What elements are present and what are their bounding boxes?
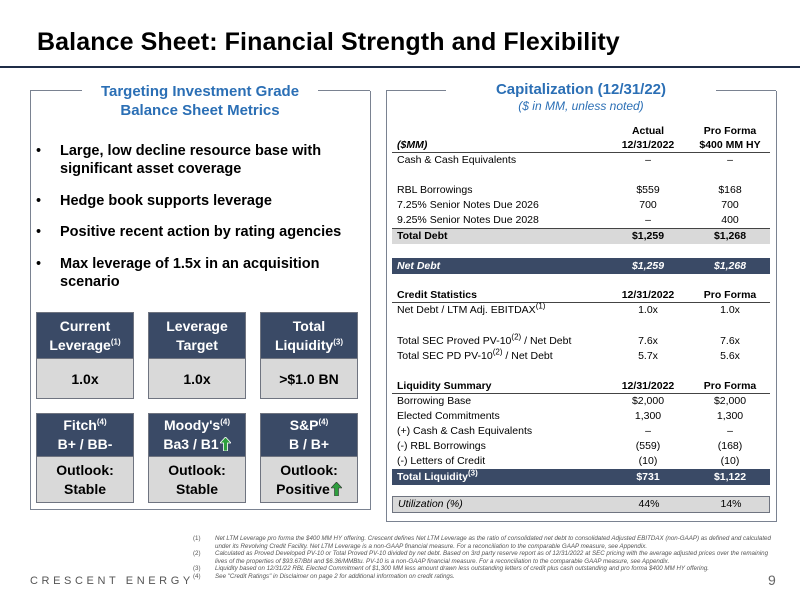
credit-statistics-table bbox=[392, 288, 770, 364]
spacer-row bbox=[392, 168, 770, 183]
bullet-item: • Positive recent action by rating agencies bbox=[36, 224, 342, 240]
metric-total-liquidity bbox=[260, 312, 358, 399]
table-row: 9.25% Senior Notes Due 2028 – 400 bbox=[397, 214, 739, 226]
rating-sp bbox=[260, 413, 358, 503]
metric-value: 1.0x bbox=[37, 358, 133, 398]
metric-header: Total Liquidity$^{(3)}$ bbox=[261, 313, 357, 358]
right-section-heading bbox=[386, 80, 776, 114]
table-row: (+) Cash & Cash Equivalents – – bbox=[397, 425, 733, 437]
liquidity-summary-table bbox=[392, 379, 770, 513]
rating-fitch bbox=[36, 413, 134, 503]
table-row: 7.25% Senior Notes Due 2026 700 700 bbox=[397, 199, 739, 211]
left-section-heading bbox=[30, 80, 370, 128]
capitalization-heading: Capitalization (12/31/22) bbox=[495, 81, 667, 98]
page-title: Balance Sheet: Financial Strength and Flexibility bbox=[37, 28, 620, 56]
spacer-row bbox=[392, 318, 770, 334]
right-box-border-left bbox=[386, 91, 387, 522]
bullet-list bbox=[36, 142, 361, 304]
positive-outlook-arrow-icon bbox=[331, 482, 342, 496]
left-box-border-right bbox=[370, 91, 371, 509]
rating-outlook: Outlook: Positive bbox=[261, 456, 357, 502]
table-row: Cash & Cash Equivalents – – bbox=[397, 154, 733, 166]
footnote: (3) Liquidity based on 12/31/22 RBL Elected Commitment of $1,300 MM less amount drawn less outstanding letters of credit plus cash outstanding and pro forma $400 MM HY offering. bbox=[193, 565, 710, 573]
left-heading-line2: Balance Sheet Metrics bbox=[120, 102, 280, 119]
rating-outlook: Outlook: Stable bbox=[149, 456, 245, 502]
metric-header: Leverage Target bbox=[149, 313, 245, 358]
page-number: 9 bbox=[768, 572, 776, 588]
metric-value: >$1.0 BN bbox=[261, 358, 357, 398]
capitalization-table bbox=[392, 124, 770, 274]
heading-rule-left bbox=[386, 90, 446, 91]
column-header-top: Actual Pro Forma bbox=[631, 125, 757, 137]
footnote: (2) Calculated as Proved Developed PV-10 or Total Proved PV-10 divided by net debt. Based on 3rd party reserve report as of 12/31/2022 at SEC pricing with the average adjusted prices over the remaining lives of the properties of $93.67/Bbl and $6.36/MMBtu. PV-10 is a non-GAAP financial measure. For a reconciliation to the comparable GAAP measure, see Appendix. bbox=[193, 550, 769, 565]
rating-header: Fitch$^{(4)}$ B+ / BB- bbox=[37, 414, 133, 456]
bullet-item: • Max leverage of 1.5x in an acquisition scenario bbox=[36, 255, 320, 290]
left-box-border-bottom bbox=[30, 509, 371, 510]
liquidity-summary-header: Liquidity Summary 12/31/2022 Pro Forma bbox=[392, 379, 770, 394]
table-row: Borrowing Base $2,000 $2,000 bbox=[397, 395, 747, 407]
bullet-item: • Hedge book supports leverage bbox=[36, 192, 272, 209]
metric-current-leverage bbox=[36, 312, 134, 399]
brand-logo-text: CRESCENT ENERGY bbox=[30, 575, 194, 587]
right-box-border-right bbox=[776, 91, 777, 522]
left-box-border-left bbox=[30, 91, 31, 509]
column-header: ($MM) 12/31/2022 $400 MM HY bbox=[392, 138, 770, 153]
total-debt-row: Total Debt $1,259 $1,268 bbox=[392, 228, 770, 244]
capitalization-subheading: ($ in MM, unless noted) bbox=[518, 99, 644, 113]
footnote: (4) See "Credit Ratings" in Disclaimer on page 2 for additional information on credit ratings. bbox=[193, 572, 455, 580]
right-box-border-bottom bbox=[386, 521, 777, 522]
upgrade-arrow-icon bbox=[220, 437, 231, 451]
heading-rule-right bbox=[716, 90, 776, 91]
metric-value: 1.0x bbox=[149, 358, 245, 398]
table-row: RBL Borrowings $559 $168 bbox=[397, 184, 742, 196]
table-row: (-) RBL Borrowings (559) (168) bbox=[397, 440, 743, 452]
bullet-item: • Large, low decline resource base with significant asset coverage bbox=[36, 143, 322, 177]
table-row: Total SEC PD PV-10$^{(2)}$ / Net Debt 5.7x 5.6x bbox=[397, 347, 740, 362]
table-row: Total SEC Proved PV-10$^{(2)}$ / Net Debt 7.6x 7.6x bbox=[397, 332, 740, 347]
spacer-row bbox=[392, 485, 770, 496]
rating-header: $S\&P^{(4)}$ B / B+ bbox=[261, 414, 357, 456]
footnote: (1) Net LTM Leverage pro forma the $400 MM HY offering. Crescent defines Net LTM Leverage as the ratio of consolidated net debt to consolidated Adjusted EBITDAX (non-GAAP) as defined and calculated under its Revolving Credit Facility. Net LTM Leverage is a non-GAAP financial measure. For a reconciliation to the comparable GAAP measure, see Appendix. bbox=[193, 535, 771, 550]
rating-outlook: Outlook: Stable bbox=[37, 456, 133, 502]
footnotes bbox=[193, 535, 773, 581]
net-debt-row: Net Debt $1,259 $1,268 bbox=[392, 258, 770, 274]
metric-leverage-target bbox=[148, 312, 246, 399]
table-row: Net Debt / LTM Adj. EBITDAX$^{(1)}$ 1.0x 1.0x bbox=[397, 301, 740, 316]
total-liquidity-row: Total Liquidity$^{(3)}$ $731 $1,122 bbox=[392, 469, 770, 485]
rating-moodys bbox=[148, 413, 246, 503]
credit-statistics-header: Credit Statistics 12/31/2022 Pro Forma bbox=[392, 288, 770, 303]
metric-header: Current Leverage$^{(1)}$ bbox=[37, 313, 133, 358]
rating-header: $Moody's^{(4)}$ Ba3 / B1 bbox=[149, 414, 245, 456]
table-row: Elected Commitments 1,300 1,300 bbox=[397, 410, 744, 422]
title-divider bbox=[0, 66, 800, 68]
left-heading-line1: Targeting Investment Grade bbox=[100, 83, 300, 100]
table-row: (-) Letters of Credit (10) (10) bbox=[397, 455, 740, 467]
spacer-row bbox=[392, 244, 770, 258]
utilization-row: Utilization (%) 44% 14% bbox=[392, 496, 770, 513]
